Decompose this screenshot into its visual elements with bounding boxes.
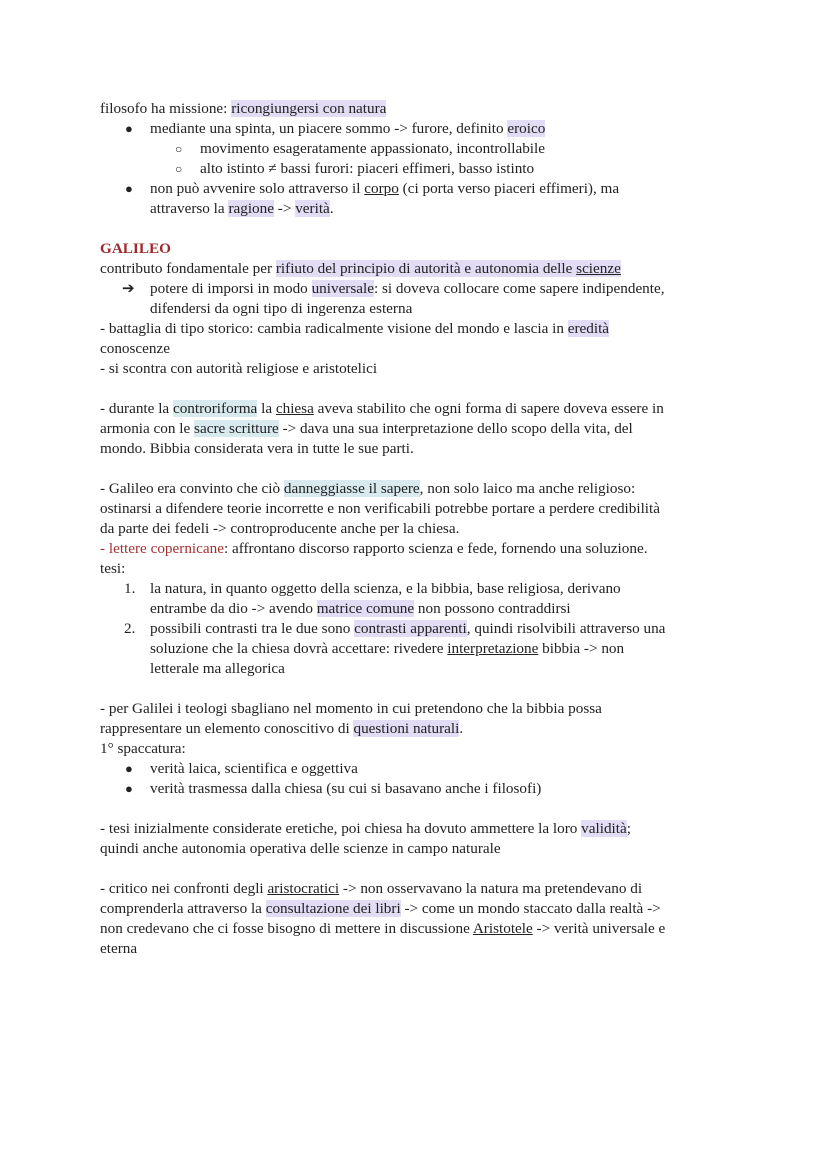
paragraph <box>100 539 740 559</box>
text: comprenderla attraverso la <box>100 900 266 917</box>
highlight: validità <box>581 820 627 837</box>
highlight: eredità <box>567 320 610 337</box>
text: attraverso la <box>150 200 229 217</box>
text: armonia con le <box>100 420 195 437</box>
text: la natura, in quanto oggetto della scienza, e la bibbia, base religiosa, derivano <box>150 580 621 597</box>
number-label: 1. <box>124 580 136 597</box>
paragraph <box>100 319 740 359</box>
text: bibbia -> non <box>538 640 625 657</box>
text: la <box>257 400 276 417</box>
numbered-item <box>100 619 740 679</box>
text: conoscenze <box>100 340 170 357</box>
bullet-item <box>100 179 740 219</box>
spacer <box>100 379 740 399</box>
paragraph <box>100 479 740 539</box>
text: - tesi inizialmente considerate eretiche, poi chiesa ha dovuto ammettere la loro <box>100 820 582 837</box>
underlined: Aristotele <box>472 920 533 937</box>
text: - critico nei confronti degli <box>100 880 268 897</box>
spacer <box>100 859 740 879</box>
text: non possono contraddirsi <box>414 600 571 617</box>
highlight: rifiuto del principio di autorità e autonomia delle <box>275 260 577 277</box>
notes-content <box>100 99 740 959</box>
highlight: sacre scritture <box>194 420 279 437</box>
text: entrambe da dio -> avendo <box>150 600 317 617</box>
spacer <box>100 459 740 479</box>
arrow-item <box>100 279 740 319</box>
number-label: 2. <box>124 620 136 637</box>
highlight: scienze <box>576 260 621 277</box>
bullet-item <box>100 779 740 799</box>
text: verità trasmessa dalla chiesa (su cui si basavano anche i filosofi) <box>150 780 542 797</box>
text: ostinarsi a difendere teorie incorrette e non verificabili potrebbe portare a perdere credibilità <box>100 500 660 517</box>
paragraph <box>100 399 740 459</box>
highlight: questioni naturali <box>353 720 460 737</box>
text: da parte dei fedeli -> controproducente anche per la chiesa. <box>100 520 460 537</box>
text: : affrontano discorso rapporto scienza e fede, fornendo una soluzione. <box>223 540 648 557</box>
text: -> dava una sua interpretazione dello scopo della vita, del <box>278 420 633 437</box>
arrow-right-icon: ➔ <box>122 281 135 297</box>
text: movimento esageratamente appassionato, incontrollabile <box>200 140 545 157</box>
text: contributo fondamentale per <box>100 260 276 277</box>
bullet-circle-icon: ○ <box>175 142 183 156</box>
underlined: interpretazione <box>447 640 539 657</box>
bullet-item <box>100 119 740 139</box>
text: quindi anche autonomia operativa delle scienze in campo naturale <box>100 840 501 857</box>
text: non credevano che ci fosse bisogno di mettere in discussione <box>100 920 473 937</box>
red-text: - lettere copernicane <box>100 540 224 557</box>
highlight: matrice comune <box>316 600 415 617</box>
underlined: corpo <box>364 180 399 197</box>
text: , quindi risolvibili attraverso una <box>466 620 666 637</box>
highlight: universale <box>311 280 374 297</box>
highlight: danneggiasse il sapere <box>283 480 420 497</box>
bullet-disc-icon: ● <box>125 761 133 776</box>
paragraph <box>100 259 740 279</box>
bullet-disc-icon: ● <box>125 121 133 136</box>
text: ; <box>626 820 631 837</box>
text: (ci porta verso piaceri effimeri), ma <box>398 180 620 197</box>
text: verità laica, scientifica e oggettiva <box>150 760 358 777</box>
text: rappresentare un elemento conoscitivo di <box>100 720 354 737</box>
spacer <box>100 679 740 699</box>
text: . <box>329 200 334 217</box>
text: - durante la <box>100 400 173 417</box>
highlight: verità <box>295 200 330 217</box>
sub-bullet-item <box>100 139 740 159</box>
text: -> non osservavano la natura ma pretendevano di <box>339 880 643 897</box>
text: difendersi da ogni tipo di ingerenza esterna <box>150 300 413 317</box>
highlight: contrasti apparenti <box>354 620 467 637</box>
paragraph <box>100 819 740 859</box>
text: alto istinto ≠ bassi furori: piaceri effimeri, basso istinto <box>200 160 535 177</box>
spacer <box>100 219 740 239</box>
text: filosofo ha missione: <box>100 100 232 117</box>
sub-bullet-item <box>100 159 740 179</box>
highlight: eroico <box>507 120 546 137</box>
text: non può avvenire solo attraverso il <box>150 180 365 197</box>
paragraph <box>100 699 740 739</box>
spacer <box>100 799 740 819</box>
text: possibili contrasti tra le due sono <box>150 620 355 637</box>
text: -> come un mondo staccato dalla realtà -> <box>400 900 661 917</box>
underlined: aristocratici <box>267 880 340 897</box>
highlight: consultazione dei libri <box>265 900 401 917</box>
intro-line <box>100 99 740 119</box>
highlight: ragione <box>228 200 274 217</box>
text: -> <box>273 200 296 217</box>
paragraph: 1° spaccatura: <box>100 740 186 757</box>
text: . <box>459 720 464 737</box>
text: - per Galilei i teologi sbagliano nel momento in cui pretendono che la bibbia possa <box>100 700 602 717</box>
text: , non solo laico ma anche religioso: <box>419 480 636 497</box>
text: mediante una spinta, un piacere sommo -> furore, definito <box>150 120 508 137</box>
text: - Galileo era convinto che ciò <box>100 480 284 497</box>
bullet-disc-icon: ● <box>125 181 133 196</box>
text: aveva stabilito che ogni forma di sapere doveva essere in <box>313 400 664 417</box>
section-title: GALILEO <box>100 240 171 257</box>
text: potere di imporsi in modo <box>150 280 312 297</box>
bullet-item <box>100 759 740 779</box>
highlight: ricongiungersi con natura <box>231 100 387 117</box>
paragraph: tesi: <box>100 560 126 577</box>
text: mondo. Bibbia considerata vera in tutte le sue parti. <box>100 440 414 457</box>
highlight: controriforma <box>172 400 258 417</box>
bullet-circle-icon: ○ <box>175 162 183 176</box>
text: letterale ma allegorica <box>150 660 285 677</box>
text: eterna <box>100 940 138 957</box>
text: soluzione che la chiesa dovrà accettare: rivedere <box>150 640 448 657</box>
text: - battaglia di tipo storico: cambia radicalmente visione del mondo e lascia in <box>100 320 568 337</box>
paragraph <box>100 879 740 959</box>
underlined: chiesa <box>275 400 314 417</box>
text: : si doveva collocare come sapere indipendente, <box>373 280 665 297</box>
paragraph: - si scontra con autorità religiose e aristotelici <box>100 360 378 377</box>
bullet-disc-icon: ● <box>125 781 133 796</box>
numbered-item <box>100 579 740 619</box>
text: -> verità universale e <box>532 920 666 937</box>
